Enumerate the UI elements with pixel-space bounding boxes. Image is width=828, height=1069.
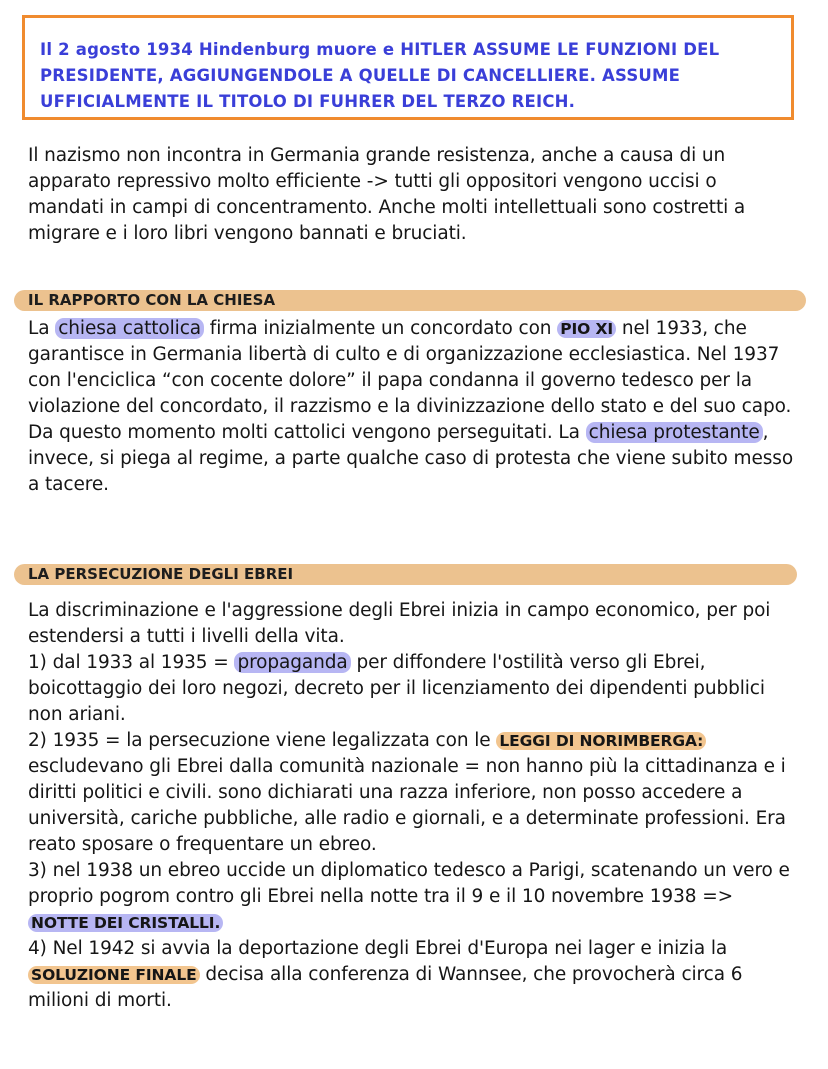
list-item-3 xyxy=(28,858,798,936)
list-item-2 xyxy=(28,728,798,858)
section-heading-jews xyxy=(14,564,797,585)
church-text-1: La xyxy=(28,318,56,339)
church-text-2: firma inizialmente un concordato con xyxy=(204,318,558,339)
list-item-1 xyxy=(28,650,798,728)
callout-box xyxy=(22,15,794,120)
highlight-soluzione-finale: SOLUZIONE FINALE xyxy=(28,966,200,984)
item3-pre: 3) nel 1938 un ebreo uccide un diplomatico tedesco a Parigi, scatenando un vero e proprio pogrom contro gli Ebrei nella notte tra il 9 e il 10 novembre 1938 => xyxy=(28,860,790,907)
jews-paragraph xyxy=(28,598,798,1014)
highlight-chiesa-cattolica: chiesa cattolica xyxy=(55,318,204,339)
heading-jews-text: LA PERSECUZIONE DEGLI EBREI xyxy=(28,565,294,583)
heading-church-text: IL RAPPORTO CON LA CHIESA xyxy=(28,291,276,309)
callout-text: Il 2 agosto 1934 Hindenburg muore e HITLER ASSUME LE FUNZIONI DEL PRESIDENTE, AGGIUNGENDOLE A QUELLE DI CANCELLIERE. ASSUME UFFICIALMENTE IL TITOLO DI FUHRER DEL TERZO REICH. xyxy=(40,40,720,111)
jews-intro: La discriminazione e l'aggressione degli Ebrei inizia in campo economico, per poi estendersi a tutti i livelli della vita. xyxy=(28,600,771,647)
highlight-propaganda: propaganda xyxy=(234,652,350,673)
church-text-3: nel 1933, che garantisce in Germania libertà di culto e di organizzazione ecclesiastica. Nel 1937 con l'enciclica “con cocente dolore” il papa condanna il governo tedesco per la violazione del concordato, il razzismo e la divinizzazione dello stato e del suo capo. Da questo momento molti cattolici vengono perseguitati. La xyxy=(28,318,792,443)
church-paragraph xyxy=(28,316,798,498)
item2-post: escludevano gli Ebrei dalla comunità nazionale = non hanno più la cittadinanza e i diritti politici e civili. sono dichiarati una razza inferiore, non posso accedere a università, cariche pubbliche, alle radio e giornali, e a determinate professioni. Era reato sposare o frequentare un ebreo. xyxy=(28,756,786,855)
list-item-4 xyxy=(28,936,798,1014)
highlight-pio-xi: PIO XI xyxy=(557,320,616,338)
section-heading-church xyxy=(14,290,806,311)
item1-pre: 1) dal 1933 al 1935 = xyxy=(28,652,235,673)
item4-pre: 4) Nel 1942 si avvia la deportazione degli Ebrei d'Europa nei lager e inizia la xyxy=(28,938,728,959)
highlight-chiesa-protestante: chiesa protestante xyxy=(586,422,763,443)
item4-post: decisa alla conferenza di Wannsee, che provocherà circa 6 milioni di morti. xyxy=(28,964,743,1011)
item2-pre: 2) 1935 = la persecuzione viene legalizzata con le xyxy=(28,730,497,751)
item1-post: per diffondere l'ostilità verso gli Ebrei, boicottaggio dei loro negozi, decreto per il licenziamento dei dipendenti pubblici non ariani. xyxy=(28,652,765,725)
intro-paragraph: Il nazismo non incontra in Germania grande resistenza, anche a causa di un apparato repressivo molto efficiente -> tutti gli oppositori vengono uccisi o mandati in campi di concentramento. Anche molti intellettuali sono costretti a migrare e i loro libri vengono bannati e bruciati. xyxy=(28,145,746,244)
highlight-leggi-norimberga: LEGGI DI NORIMBERGA: xyxy=(496,732,706,750)
church-text-4: , invece, si piega al regime, a parte qualche caso di protesta che viene subito messo a tacere. xyxy=(28,422,794,495)
highlight-notte-cristalli: NOTTE DEI CRISTALLI. xyxy=(28,914,223,932)
